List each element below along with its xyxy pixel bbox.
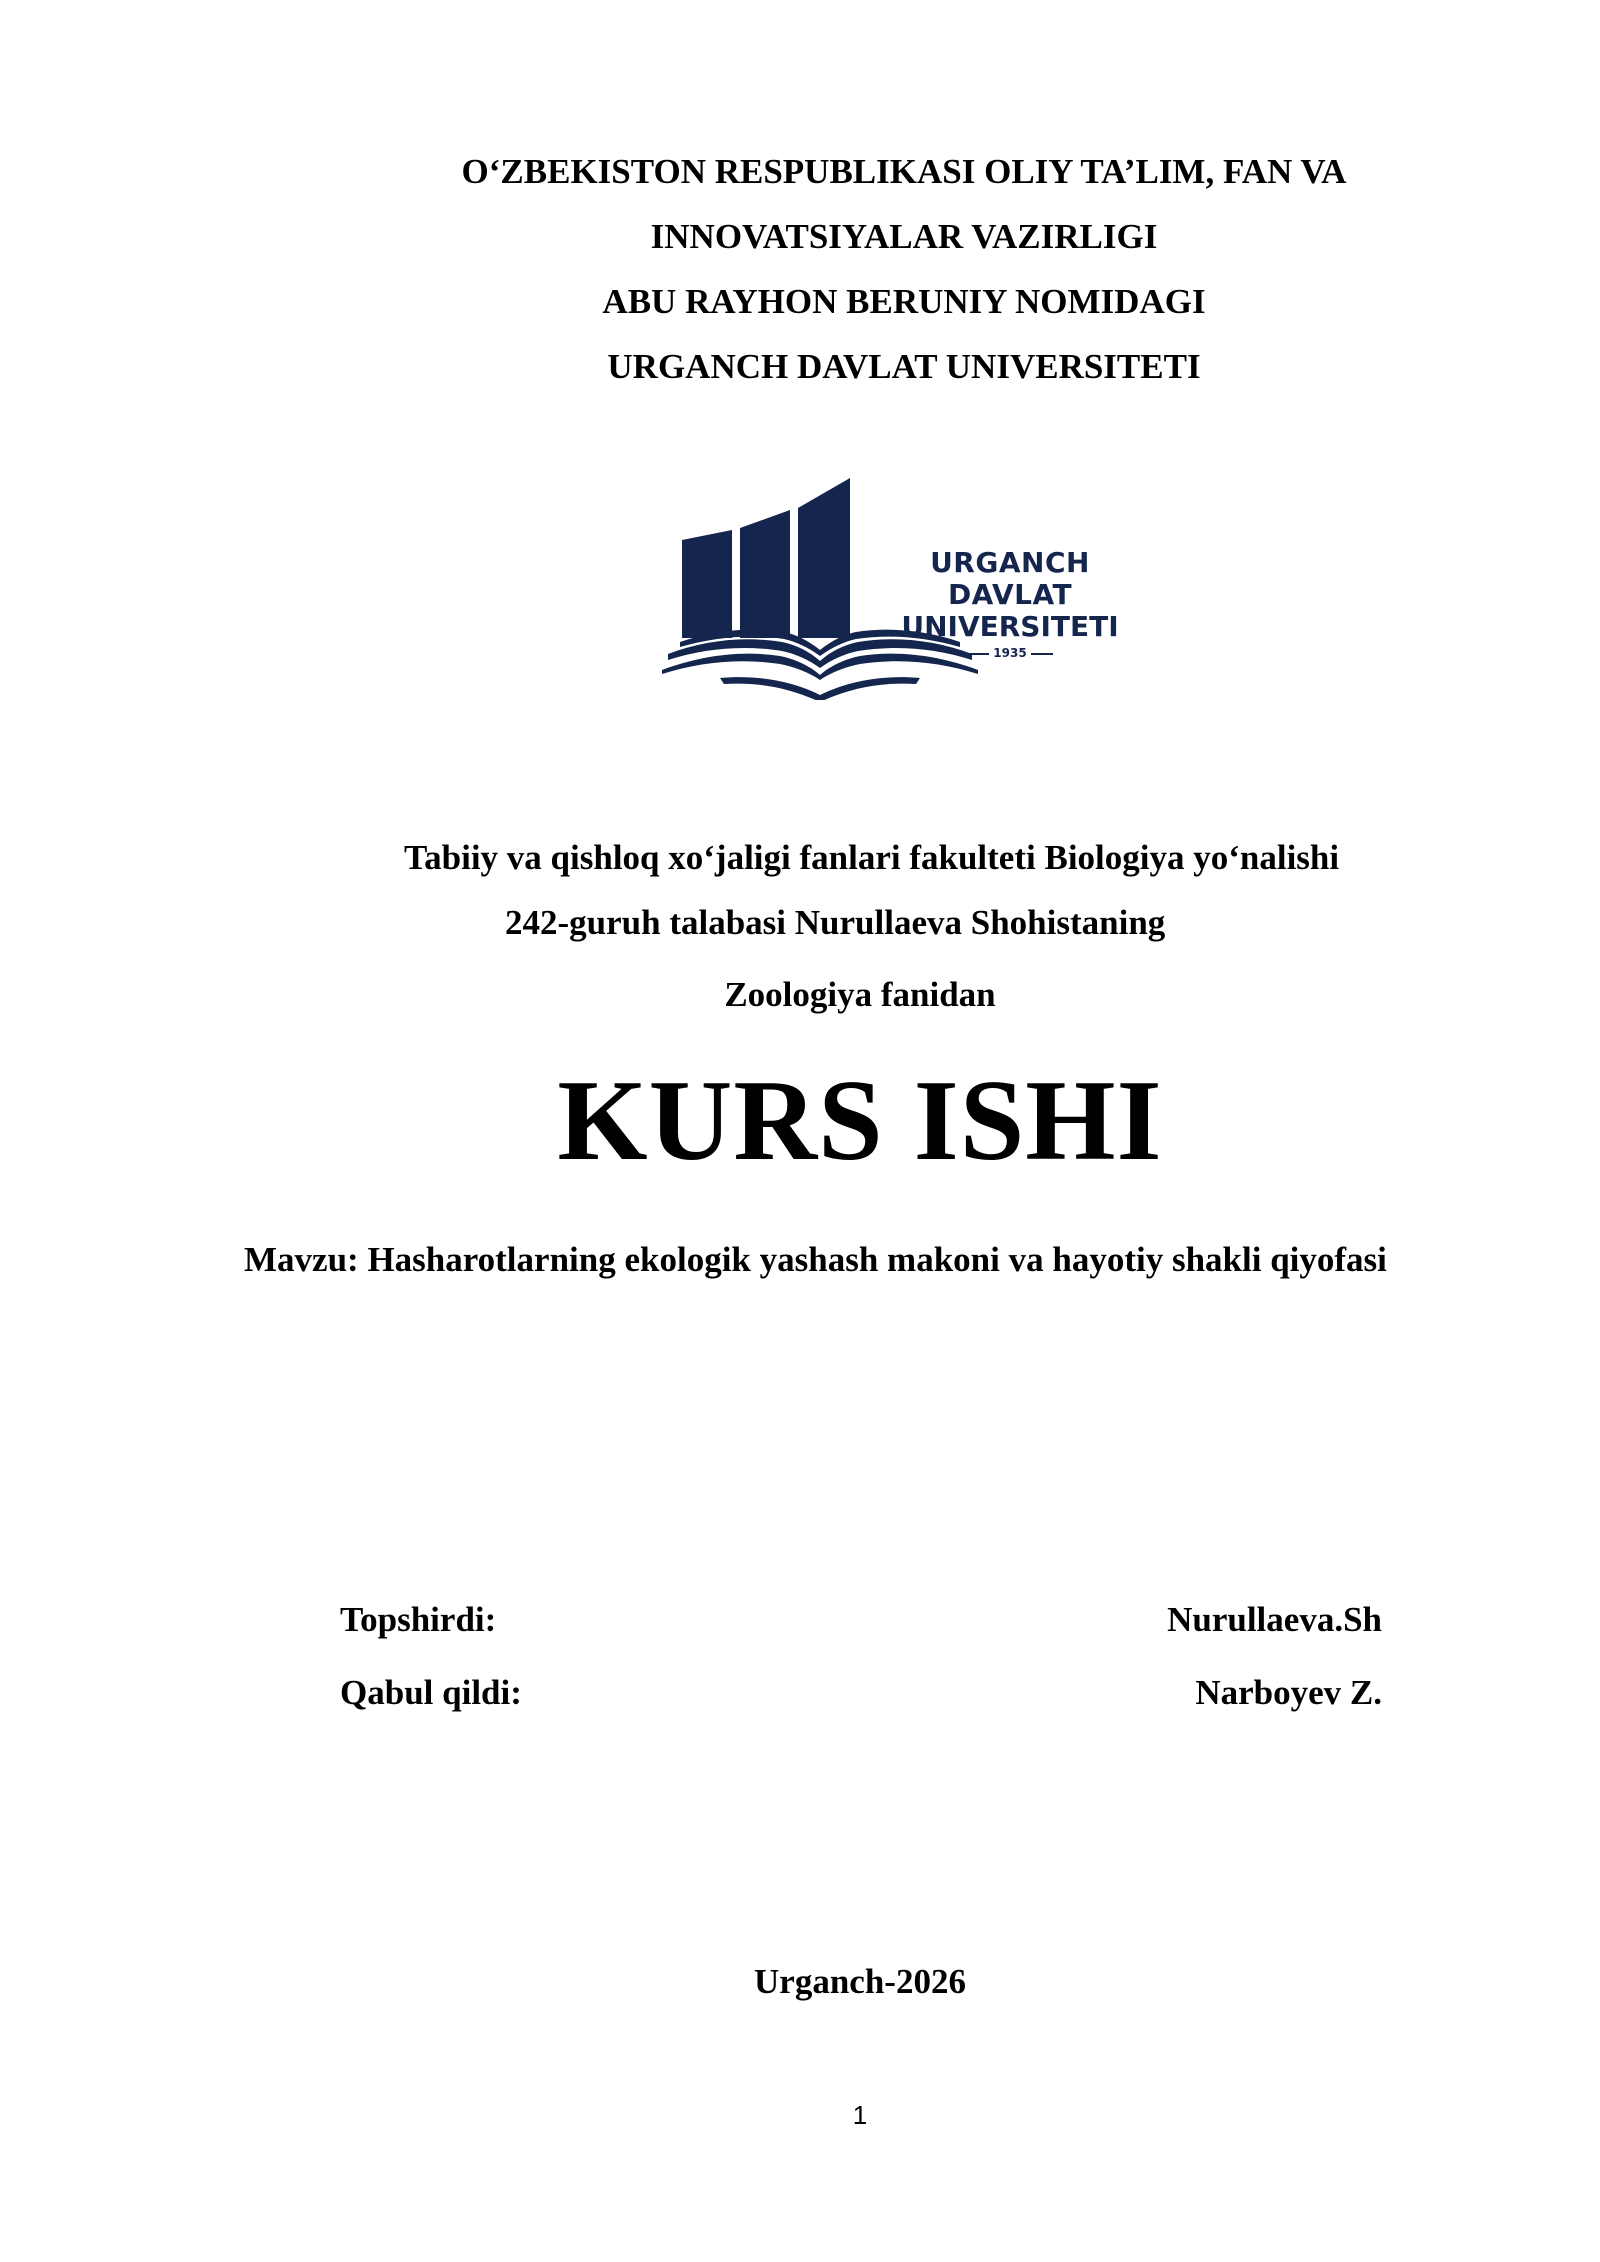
logo-name-line-1: URGANCH DAVLAT: [930, 546, 1090, 611]
page-number: 1: [852, 2100, 868, 2130]
accepted-label: Qabul qildi:: [340, 1673, 522, 1712]
subject-line: Zoologiya fanidan: [724, 975, 996, 1014]
logo-year: [880, 645, 1140, 661]
city-year: Urganch-2026: [754, 1962, 966, 2001]
university-title-line-1: ABU RAYHON BERUNIY NOMIDAGI: [602, 282, 1206, 321]
ministry-title-line-1: O‘ZBEKISTON RESPUBLIKASI OLIY TA’LIM, FAN VA: [461, 152, 1347, 191]
logo-wordmark: [880, 547, 1140, 661]
faculty-line: Tabiiy va qishloq xo‘jaligi fanlari fakulteti Biologiya yo‘nalishi: [404, 838, 1340, 877]
topic-line: Mavzu: Hasharotlarning ekologik yashash makoni va hayotiy shakli qiyofasi: [244, 1240, 1387, 1279]
document-title: KURS ISHI: [557, 1057, 1163, 1185]
logo-year-text: 1935: [993, 646, 1027, 660]
ministry-title-line-2: INNOVATSIYALAR VAZIRLIGI: [650, 217, 1158, 256]
submitted-label: Topshirdi:: [340, 1600, 497, 1639]
logo-name-line-2: UNIVERSITETI: [901, 610, 1119, 643]
university-title-line-2: URGANCH DAVLAT UNIVERSITETI: [607, 347, 1201, 386]
student-group-line: 242-guruh talabasi Nurullaeva Shohistaning: [505, 903, 1166, 942]
accepted-name: Narboyev Z.: [1195, 1673, 1382, 1712]
submitted-name: Nurullaeva.Sh: [1167, 1600, 1382, 1639]
